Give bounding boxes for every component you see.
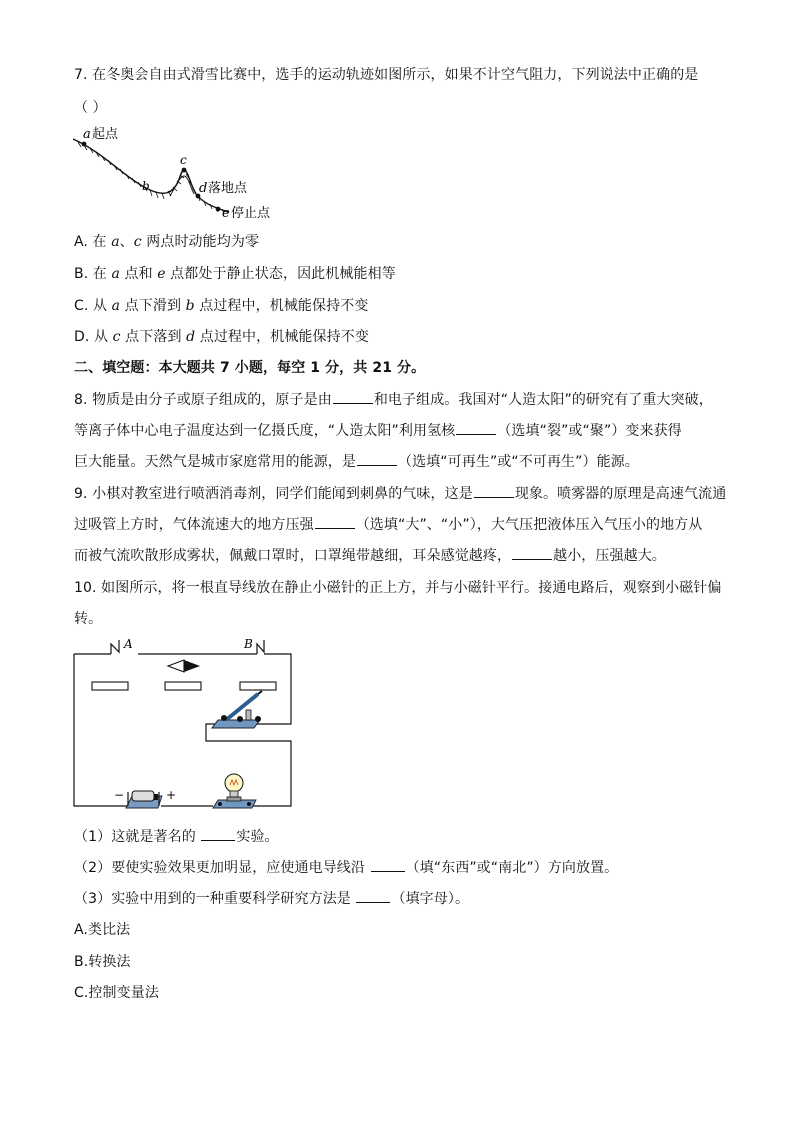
q9-line-2: 过吸管上方时，气体流速大的地方压强 （选填“大”、“小”），大气压把液体压入气压小的地方从 bbox=[74, 514, 724, 536]
point-c bbox=[182, 168, 187, 173]
stand-left bbox=[92, 682, 128, 690]
q8-blank-2[interactable] bbox=[456, 420, 496, 435]
terminal-b bbox=[257, 640, 264, 654]
oersted-circuit-figure bbox=[68, 636, 298, 816]
q10-line-2: 转。 bbox=[74, 611, 103, 627]
q10-choice-c: C.控制变量法 bbox=[74, 985, 159, 1001]
label-d-text: 落地点 bbox=[208, 181, 248, 196]
q10-sub-3: （3）实验中用到的一种重要科学研究方法是 （填字母）。 bbox=[74, 888, 724, 910]
q10-choice-b: B.转换法 bbox=[74, 954, 131, 970]
stand-middle bbox=[165, 682, 201, 690]
q8-blank-3[interactable] bbox=[357, 451, 397, 466]
label-e: e bbox=[222, 206, 230, 221]
q10-blank-1[interactable] bbox=[201, 826, 235, 841]
q7-option-c: C. 从 a 点下滑到 b 点过程中，机械能保持不变 bbox=[74, 298, 369, 314]
q7-option-d: D. 从 c 点下落到 d 点过程中，机械能保持不变 bbox=[74, 329, 369, 345]
q9-blank-3[interactable] bbox=[512, 545, 552, 560]
q10-choice-a: A.类比法 bbox=[74, 922, 131, 938]
battery-plus-label: + bbox=[166, 788, 177, 802]
q10-sub-1: （1）这就是著名的 实验。 bbox=[74, 826, 724, 848]
label-A: A bbox=[124, 637, 133, 651]
battery-minus-label: − bbox=[114, 788, 125, 802]
q9-line-1: 9. 小棋对教室进行喷洒消毒剂，同学们能闻到刺鼻的气味，这是 现象。喷雾器的原理是高速气流通 bbox=[74, 483, 724, 505]
q9-line-3: 而被气流吹散形成雾状，佩戴口罩时，口罩绳带越细，耳朵感觉越疼， 越小，压强越大。 bbox=[74, 545, 724, 567]
q8-line-3: 巨大能量。天然气是城市家庭常用的能源，是 （选填“可再生”或“不可再生”）能源。 bbox=[74, 451, 724, 473]
label-e-text: 停止点 bbox=[231, 206, 271, 221]
label-c: c bbox=[180, 153, 187, 167]
q10-blank-2[interactable] bbox=[371, 857, 405, 872]
label-d: d bbox=[199, 181, 208, 196]
q7-answer-paren: （ ） bbox=[74, 100, 107, 116]
magnetic-needle bbox=[168, 660, 184, 672]
q8-line-2: 等离子体中心电子温度达到一亿摄氏度，“人造太阳”利用氢核 （选填“裂”或“聚”）变来获得 bbox=[74, 420, 724, 442]
q10-sub-2: （2）要使实验效果更加明显，应使通电导线沿 （填“东西”或“南北”）方向放置。 bbox=[74, 857, 724, 879]
q9-blank-1[interactable] bbox=[474, 483, 514, 498]
point-e bbox=[216, 207, 221, 212]
q7-option-a: A. 在 a、c 两点时动能均为零 bbox=[74, 234, 260, 250]
q7-stem: 7. 在冬奥会自由式滑雪比赛中，选手的运动轨迹如图所示，如果不计空气阻力，下列说法中正确的是 bbox=[74, 67, 699, 83]
label-a-text: 起点 bbox=[92, 127, 119, 142]
battery bbox=[114, 788, 176, 808]
label-b: b bbox=[142, 179, 150, 193]
light-bulb bbox=[213, 774, 256, 808]
slope-hatching bbox=[78, 142, 224, 214]
point-a bbox=[82, 142, 87, 147]
q10-line-1: 10. 如图所示，将一根直导线放在静止小磁针的正上方，并与小磁针平行。接通电路后，观察到小磁针偏 bbox=[74, 580, 722, 596]
q8-line-1: 8. 物质是由分子或原子组成的，原子是由 和电子组成。我国对“人造太阳”的研究有了重大突破， bbox=[74, 389, 724, 411]
q8-blank-1[interactable] bbox=[333, 389, 373, 404]
q10-blank-3[interactable] bbox=[356, 888, 390, 903]
label-B: B bbox=[244, 637, 253, 651]
q9-blank-2[interactable] bbox=[315, 514, 355, 529]
knife-switch bbox=[212, 691, 262, 728]
terminal-a bbox=[111, 640, 119, 654]
q7-option-b: B. 在 a 点和 e 点都处于静止状态，因此机械能相等 bbox=[74, 266, 396, 282]
section-heading: 二、填空题：本大题共 7 小题，每空 1 分，共 21 分。 bbox=[74, 360, 426, 376]
ski-track-figure bbox=[68, 124, 288, 224]
slope-line bbox=[73, 139, 228, 212]
stand-right bbox=[240, 682, 276, 690]
label-a: a bbox=[83, 127, 91, 142]
